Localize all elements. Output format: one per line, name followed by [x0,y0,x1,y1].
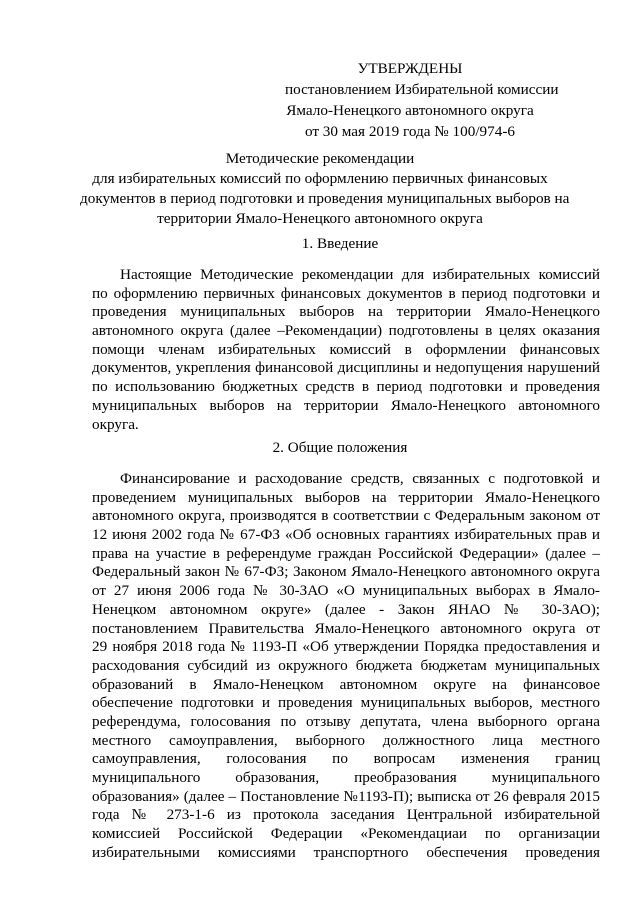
approval-line: Ямало-Ненецкого автономного округа [286,102,534,119]
paragraph-line: Финансирование и расходование средств, связанных с подготовкой и [120,470,600,487]
paragraph-line: Ненецком автономном округе» (далее - Закон ЯНАО № 30-ЗАО); [92,600,600,618]
paragraph-line: помощи членам избирательных комиссий в оформлении финансовых [92,340,600,358]
general-provisions-paragraph [92,470,600,862]
paragraph-line: проведением муниципальных выборов на территории Ямало-Ненецкого [92,488,600,506]
paragraph-line: автономного округа (далее –Рекомендации) подготовлены в целях оказания [92,322,600,340]
paragraph-line: права на участие в референдуме граждан Российской Федерации» (далее – [92,544,600,562]
approval-stamp [285,58,559,142]
paragraph-line: от 27 июня 2006 года № 30-ЗАО «О муниципальных выборах в Ямало- [92,582,600,600]
paragraph-line: 29 ноября 2018 года № 1193-П «Об утверждении Порядка предоставления и [92,638,600,656]
paragraph-line: по использованию бюджетных средств в период подготовки и проведения [92,378,600,396]
approval-line: от 30 мая 2019 года № 100/974-6 [304,123,515,140]
approval-line: постановлением Избирательной комиссии [285,81,559,98]
title-line: территории Ямало-Ненецкого автономного округа [157,210,483,227]
paragraph-line: 12 июня 2002 года № 67-ФЗ «Об основных гарантиях избирательных прав и [92,526,600,544]
paragraph-line: проведения муниципальных выборов на территории Ямало-Ненецкого [92,303,600,321]
paragraph-line: постановлением Правительства Ямало-Ненецкого автономного округа от [92,619,600,637]
paragraph-line: расходования субсидий из окружного бюджета бюджетам муниципальных [92,656,600,674]
paragraph-line: автономного округа, производятся в соответствии с Федеральным законом от [92,507,600,525]
paragraph-line: избирательными комиссиями транспортного обеспечения проведения [92,843,600,861]
paragraph-line: муниципального образования, преобразования муниципального [92,769,600,786]
paragraph-line: муниципальных выборов на территории Ямало-Ненецкого автономного [92,396,600,414]
paragraph-line: Федеральный закон № 67-ФЗ; Законом Ямало-Ненецкого автономного округа [92,563,600,581]
title-line: Методические рекомендации [225,150,415,167]
paragraph-line: года № 273-1-6 из протокола заседания Центральной избирательной [92,806,600,824]
paragraph-line: образований в Ямало-Ненецком автономном округе на финансовое [92,675,600,693]
paragraph-line: местного самоуправления, выборного должностного лица местного [92,731,600,749]
paragraph-line: обеспечение подготовки и проведения муниципальных выборов, местного [92,694,600,712]
paragraph-line: самоуправления, голосования по вопросам изменения границ [92,750,600,768]
title-line: для избирательных комиссий по оформлению первичных финансовых [92,170,548,187]
section-heading-introduction: 1. Введение [301,235,379,252]
title-line: документов в период подготовки и проведения муниципальных выборов на [80,190,570,207]
paragraph-line: комиссией Российской Федерации «Рекомендациаи по организации [92,825,600,843]
paragraph-line: округа. [92,415,139,433]
document-title [80,149,570,229]
paragraph-line: Настоящие Методические рекомендации для избирательных комиссий [120,266,600,283]
approval-line: УТВЕРЖДЕНЫ [357,60,463,77]
introduction-paragraph [92,266,600,434]
paragraph-line: по оформлению первичных финансовых документов в период подготовки и [92,284,600,302]
paragraph-line: образования» (далее – Постановление №1193-П); выписка от 26 февраля 2015 [92,787,600,805]
paragraph-line: документов, укрепления финансовой дисциплины и недопущения нарушений [92,359,600,377]
section-heading-general-provisions: 2. Общие положения [272,439,408,456]
paragraph-line: референдума, голосования по отзыву депутата, члена выборного органа [92,712,600,730]
